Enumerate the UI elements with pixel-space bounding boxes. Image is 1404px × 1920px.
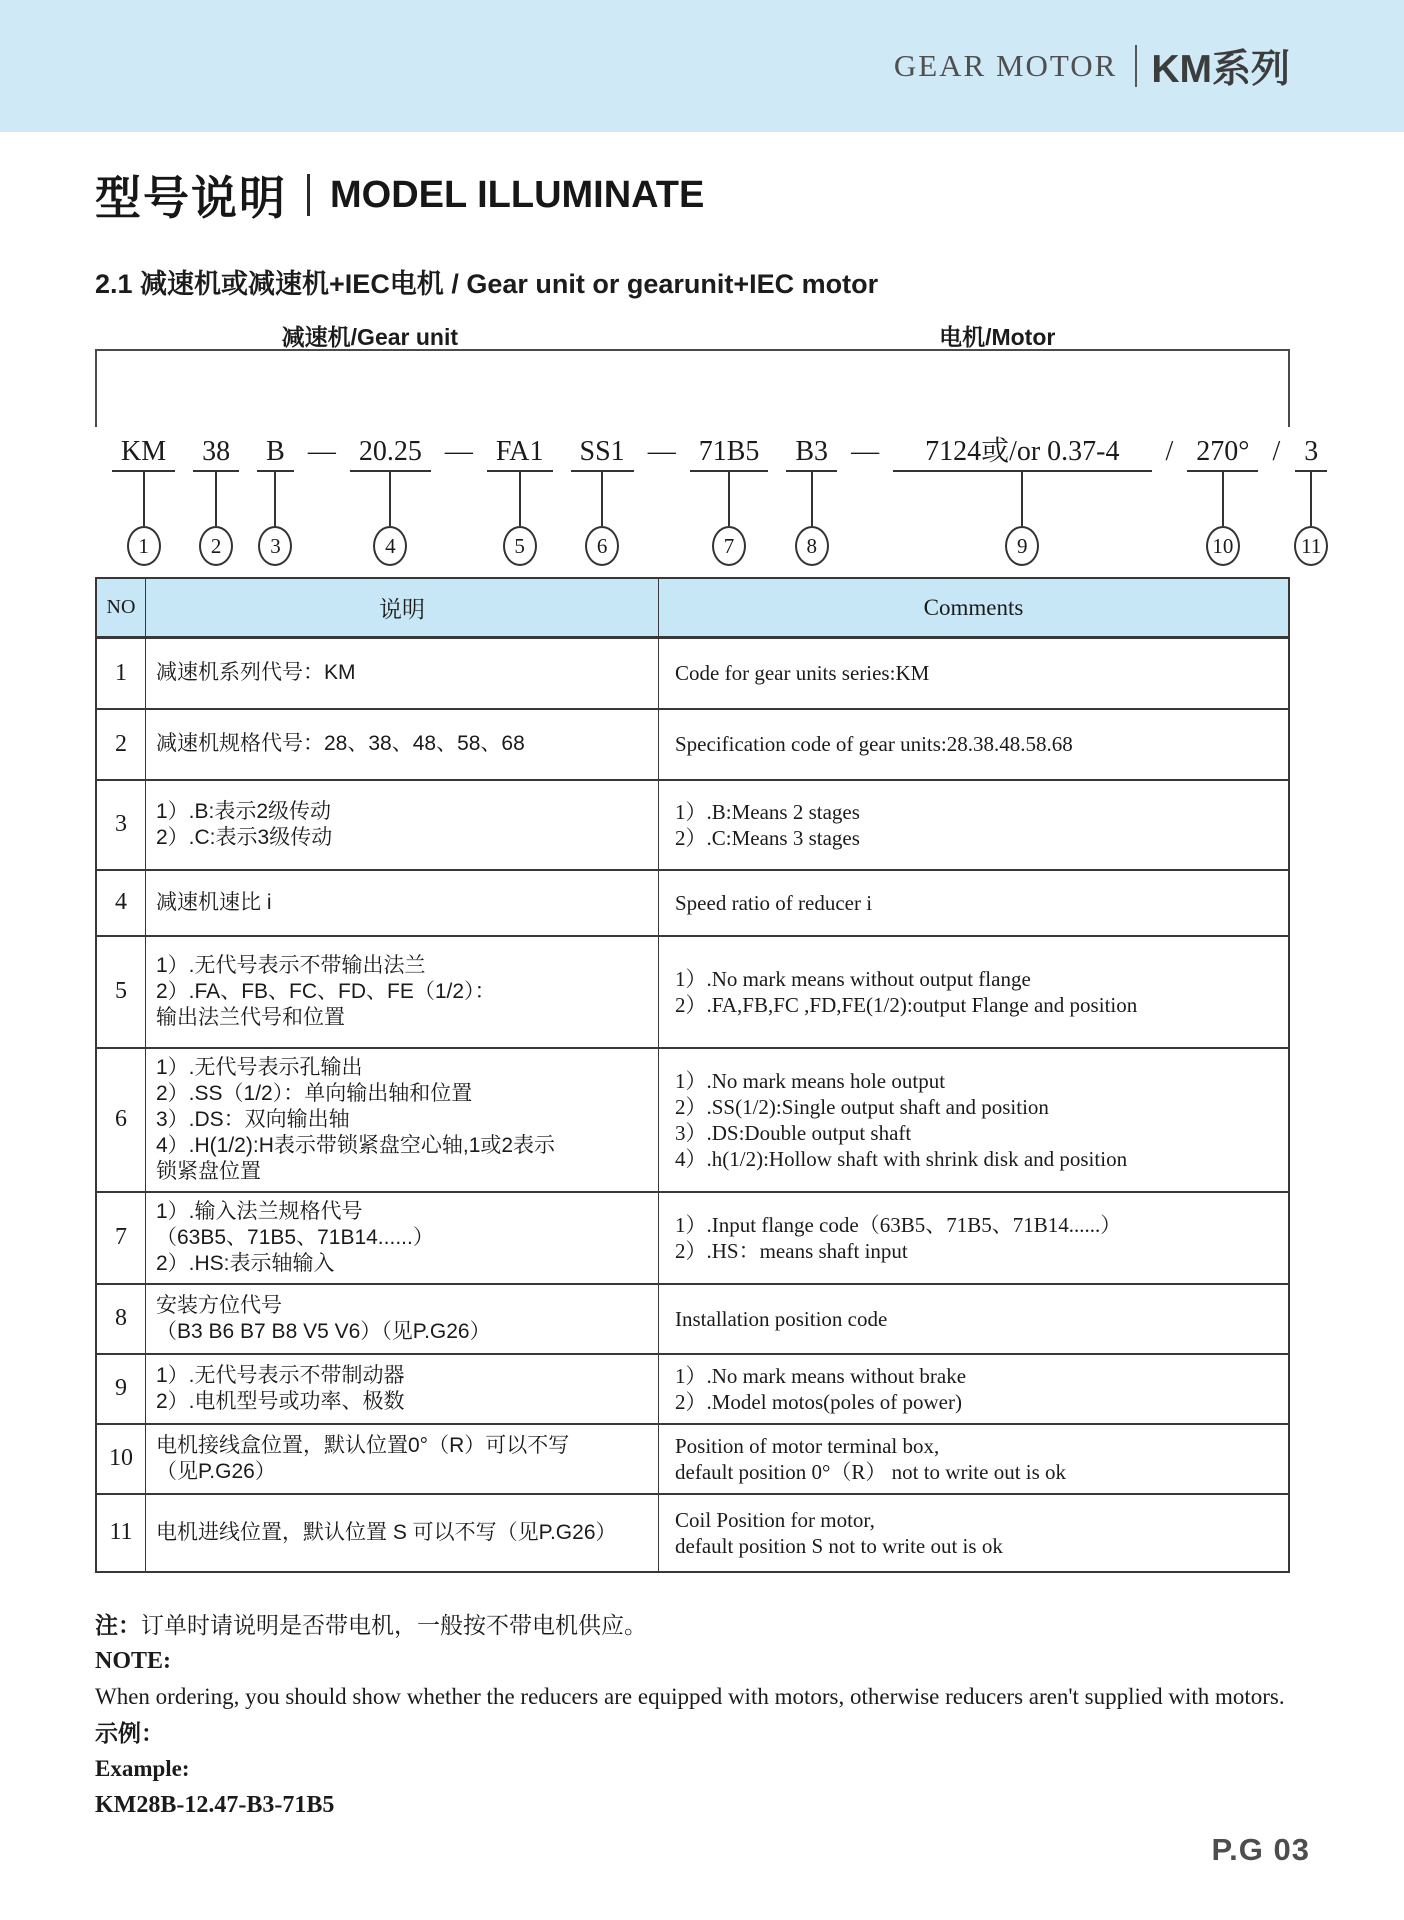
description-cell-cn	[146, 638, 659, 709]
cell-line: 2）.SS(1/2):Single output shaft and position	[675, 1094, 1049, 1119]
cell-line: 1）.No mark means without output flange	[675, 966, 1031, 991]
note-text-en: When ordering, you should show whether the reducers are equipped with motors, otherwise reducers aren't supplied with motors.	[95, 1683, 1285, 1709]
table-row	[96, 1048, 1289, 1192]
table-row	[96, 638, 1289, 709]
cell-line: 4）.h(1/2):Hollow shaft with shrink disk and position	[675, 1146, 1128, 1171]
cell-line: 1）.B:表示2级传动	[156, 799, 332, 823]
comments-cell-en	[659, 1494, 1290, 1572]
description-cell-cn	[146, 936, 659, 1048]
row-number-cell: 3	[96, 780, 146, 870]
cell-line: 3）.DS：双向输出轴	[156, 1107, 350, 1131]
table-row	[96, 1424, 1289, 1494]
cell-line: 1）.No mark means hole output	[675, 1068, 946, 1093]
note-cn-text: 订单时请说明是否带电机，一般按不带电机供应。	[141, 1611, 647, 1638]
group-label-motor: 电机/Motor	[939, 324, 1056, 350]
connector-line	[389, 472, 391, 526]
connector-line	[519, 472, 521, 526]
cell-line: 减速机规格代号：28、38、48、58、68	[156, 732, 525, 755]
code-text: KM	[112, 435, 175, 472]
model-code-row	[103, 435, 1322, 566]
grouping-bracket	[95, 349, 1290, 427]
code-number-badge: 1	[127, 526, 161, 566]
comments-cell-en	[659, 638, 1290, 709]
code-separator: /	[1165, 436, 1174, 467]
cell-line: 1）.No mark means without brake	[675, 1363, 967, 1388]
description-cell-cn	[146, 780, 659, 870]
comments-cell-en	[659, 1354, 1290, 1424]
code-segment-10	[1187, 435, 1258, 566]
col-header-no: NO	[96, 578, 146, 638]
description-cell-cn	[146, 1048, 659, 1192]
header-title-cn: KM系列	[1151, 48, 1290, 91]
connector-line	[215, 472, 217, 526]
row-number-cell: 8	[96, 1284, 146, 1354]
section-heading: 2.1 减速机或减速机+IEC电机 / Gear unit or gearunit+IEC motor	[95, 269, 879, 299]
page-number: P.G 03	[1211, 1832, 1310, 1867]
code-segment-11	[1294, 435, 1328, 566]
description-cell-cn	[146, 1494, 659, 1572]
description-cell-cn	[146, 1192, 659, 1284]
header-divider	[1135, 45, 1137, 87]
page-title-divider	[307, 174, 310, 216]
cell-line: 4）.H(1/2):H表示带锁紧盘空心轴,1或2表示	[156, 1133, 556, 1157]
cell-line: 输出法兰代号和位置	[156, 1005, 345, 1029]
col-header-description: 说明	[146, 578, 659, 638]
cell-line: Position of motor terminal box,	[675, 1433, 940, 1458]
cell-line: 减速机系列代号：KM	[156, 661, 356, 685]
description-cell-cn	[146, 1424, 659, 1494]
cell-line: 2）.Model motos(poles of power)	[675, 1389, 962, 1414]
cell-line: 2）.FA,FB,FC ,FD,FE(1/2):output Flange and position	[675, 992, 1138, 1017]
comments-cell-en	[659, 1424, 1290, 1494]
cell-line: 2）.电机型号或功率、极数	[156, 1389, 405, 1413]
code-text: 38	[193, 435, 239, 472]
code-segment-7	[690, 435, 769, 566]
code-separator: —	[307, 436, 336, 467]
description-cell-cn	[146, 1354, 659, 1424]
code-segment-8	[786, 435, 837, 566]
table-row	[96, 1284, 1289, 1354]
cell-line: 1）.无代号表示不带制动器	[156, 1363, 405, 1387]
code-separator: —	[444, 436, 473, 467]
row-number-cell: 9	[96, 1354, 146, 1424]
code-text: B	[257, 435, 294, 472]
cell-line: Code for gear units series:KM	[675, 661, 930, 686]
connector-line	[1222, 472, 1224, 526]
code-number-badge: 9	[1005, 526, 1039, 566]
row-number-cell: 2	[96, 709, 146, 780]
group-label-gear-unit: 减速机/Gear unit	[281, 324, 459, 350]
description-cell-cn	[146, 1284, 659, 1354]
code-text: 20.25	[350, 435, 431, 472]
code-number-badge: 11	[1294, 526, 1328, 566]
note-cn	[95, 1607, 1290, 1643]
cell-line: Installation position code	[675, 1306, 888, 1331]
cell-line: 2）.C:Means 3 stages	[675, 825, 860, 850]
code-text: 71B5	[690, 435, 769, 472]
code-segment-4	[350, 435, 431, 566]
row-number-cell: 5	[96, 936, 146, 1048]
table-row	[96, 1192, 1289, 1284]
connector-line	[143, 472, 145, 526]
comments-cell-en	[659, 1284, 1290, 1354]
table-row	[96, 709, 1289, 780]
example-label-cn: 示例：	[95, 1719, 164, 1746]
connector-line	[811, 472, 813, 526]
diagram-group-labels	[95, 317, 1290, 349]
example-model-code: KM28B-12.47-B3-71B5	[95, 1791, 335, 1818]
comments-cell-en	[659, 1048, 1290, 1192]
page-title	[95, 162, 1290, 228]
cell-line: Coil Position for motor,	[675, 1507, 875, 1532]
connector-line	[1310, 472, 1312, 526]
footnotes	[95, 1607, 1290, 1823]
code-number-badge: 7	[712, 526, 746, 566]
comments-cell-en	[659, 1192, 1290, 1284]
model-spec-table	[95, 577, 1290, 1573]
code-text: B3	[786, 435, 837, 472]
example-label-en: Example:	[95, 1755, 190, 1781]
row-number-cell: 7	[96, 1192, 146, 1284]
comments-cell-en	[659, 780, 1290, 870]
code-text: FA1	[487, 435, 553, 472]
code-number-badge: 5	[503, 526, 537, 566]
cell-line: 1）.输入法兰规格代号	[156, 1199, 363, 1223]
cell-line: （见P.G26）	[156, 1459, 276, 1483]
code-segment-9	[893, 435, 1151, 566]
table-row	[96, 870, 1289, 936]
page-content	[0, 162, 1404, 1823]
model-code-diagram	[95, 317, 1322, 573]
connector-line	[1021, 472, 1023, 526]
row-number-cell: 4	[96, 870, 146, 936]
cell-line: 锁紧盘位置	[156, 1159, 261, 1183]
code-number-badge: 4	[373, 526, 407, 566]
col-header-comments: Comments	[659, 578, 1290, 638]
comments-cell-en	[659, 709, 1290, 780]
code-number-badge: 3	[258, 526, 292, 566]
cell-line: 1）.无代号表示孔输出	[156, 1055, 363, 1079]
code-separator: /	[1272, 436, 1281, 467]
code-separator: —	[851, 436, 880, 467]
code-number-badge: 8	[795, 526, 829, 566]
table-row	[96, 1494, 1289, 1572]
code-segment-3	[257, 435, 294, 566]
cell-line: 2）.FA、FB、FC、FD、FE（1/2）：	[156, 979, 496, 1003]
code-segment-6	[571, 435, 634, 566]
connector-line	[274, 472, 276, 526]
table-header-row	[96, 578, 1289, 638]
table-row	[96, 780, 1289, 870]
connector-line	[728, 472, 730, 526]
cell-line: 2）.HS：means shaft input	[675, 1238, 908, 1263]
cell-line: 安装方位代号	[156, 1293, 282, 1317]
row-number-cell: 6	[96, 1048, 146, 1192]
table-row	[96, 1354, 1289, 1424]
cell-line: 2）.C:表示3级传动	[156, 825, 333, 849]
cell-line: 1）.B:Means 2 stages	[675, 799, 860, 824]
cell-line: Speed ratio of reducer i	[675, 890, 873, 915]
cell-line: Specification code of gear units:28.38.48.58.68	[675, 732, 1073, 756]
cell-line: 电机进线位置，默认位置 S 可以不写（见P.G26）	[156, 1520, 617, 1544]
code-separator: —	[647, 436, 676, 467]
cell-line: 1）.Input flange code（63B5、71B5、71B14......）	[675, 1212, 1122, 1237]
code-text: 270°	[1187, 435, 1258, 472]
description-cell-cn	[146, 870, 659, 936]
code-number-badge: 2	[199, 526, 233, 566]
page-header-band	[0, 0, 1404, 132]
description-cell-cn	[146, 709, 659, 780]
cell-line: 1）.无代号表示不带输出法兰	[156, 953, 426, 977]
comments-cell-en	[659, 870, 1290, 936]
code-text: 3	[1295, 435, 1327, 472]
row-number-cell: 11	[96, 1494, 146, 1572]
cell-line: default position S not to write out is ok	[675, 1533, 1003, 1558]
cell-line: 电机接线盒位置，默认位置0°（R）可以不写	[156, 1433, 570, 1457]
cell-line: 2）.SS（1/2）：单向输出轴和位置	[156, 1081, 473, 1105]
note-cn-label: 注：	[95, 1611, 141, 1638]
connector-line	[601, 472, 603, 526]
cell-line: 3）.DS:Double output shaft	[675, 1120, 912, 1145]
code-number-badge: 6	[585, 526, 619, 566]
cell-line: 2）.HS:表示轴输入	[156, 1251, 335, 1275]
code-number-badge: 10	[1206, 526, 1240, 566]
code-segment-1	[112, 435, 175, 566]
cell-line: 减速机速比 i	[156, 890, 272, 914]
page-title-en: MODEL ILLUMINATE	[330, 173, 705, 216]
note-label-en: NOTE:	[95, 1647, 172, 1674]
code-text: 7124或/or 0.37-4	[893, 435, 1151, 472]
table-row	[96, 936, 1289, 1048]
cell-line: （B3 B6 B7 B8 V5 V6）（见P.G26）	[156, 1319, 491, 1343]
page-title-cn: 型号说明	[95, 172, 287, 224]
cell-line: default position 0°（R） not to write out is ok	[675, 1459, 1067, 1484]
code-text: SS1	[571, 435, 634, 472]
cell-line: （63B5、71B5、71B14......）	[156, 1225, 434, 1249]
row-number-cell: 10	[96, 1424, 146, 1494]
header-title-en: GEAR MOTOR	[893, 48, 1118, 83]
code-segment-5	[487, 435, 553, 566]
comments-cell-en	[659, 936, 1290, 1048]
code-segment-2	[193, 435, 239, 566]
row-number-cell: 1	[96, 638, 146, 709]
